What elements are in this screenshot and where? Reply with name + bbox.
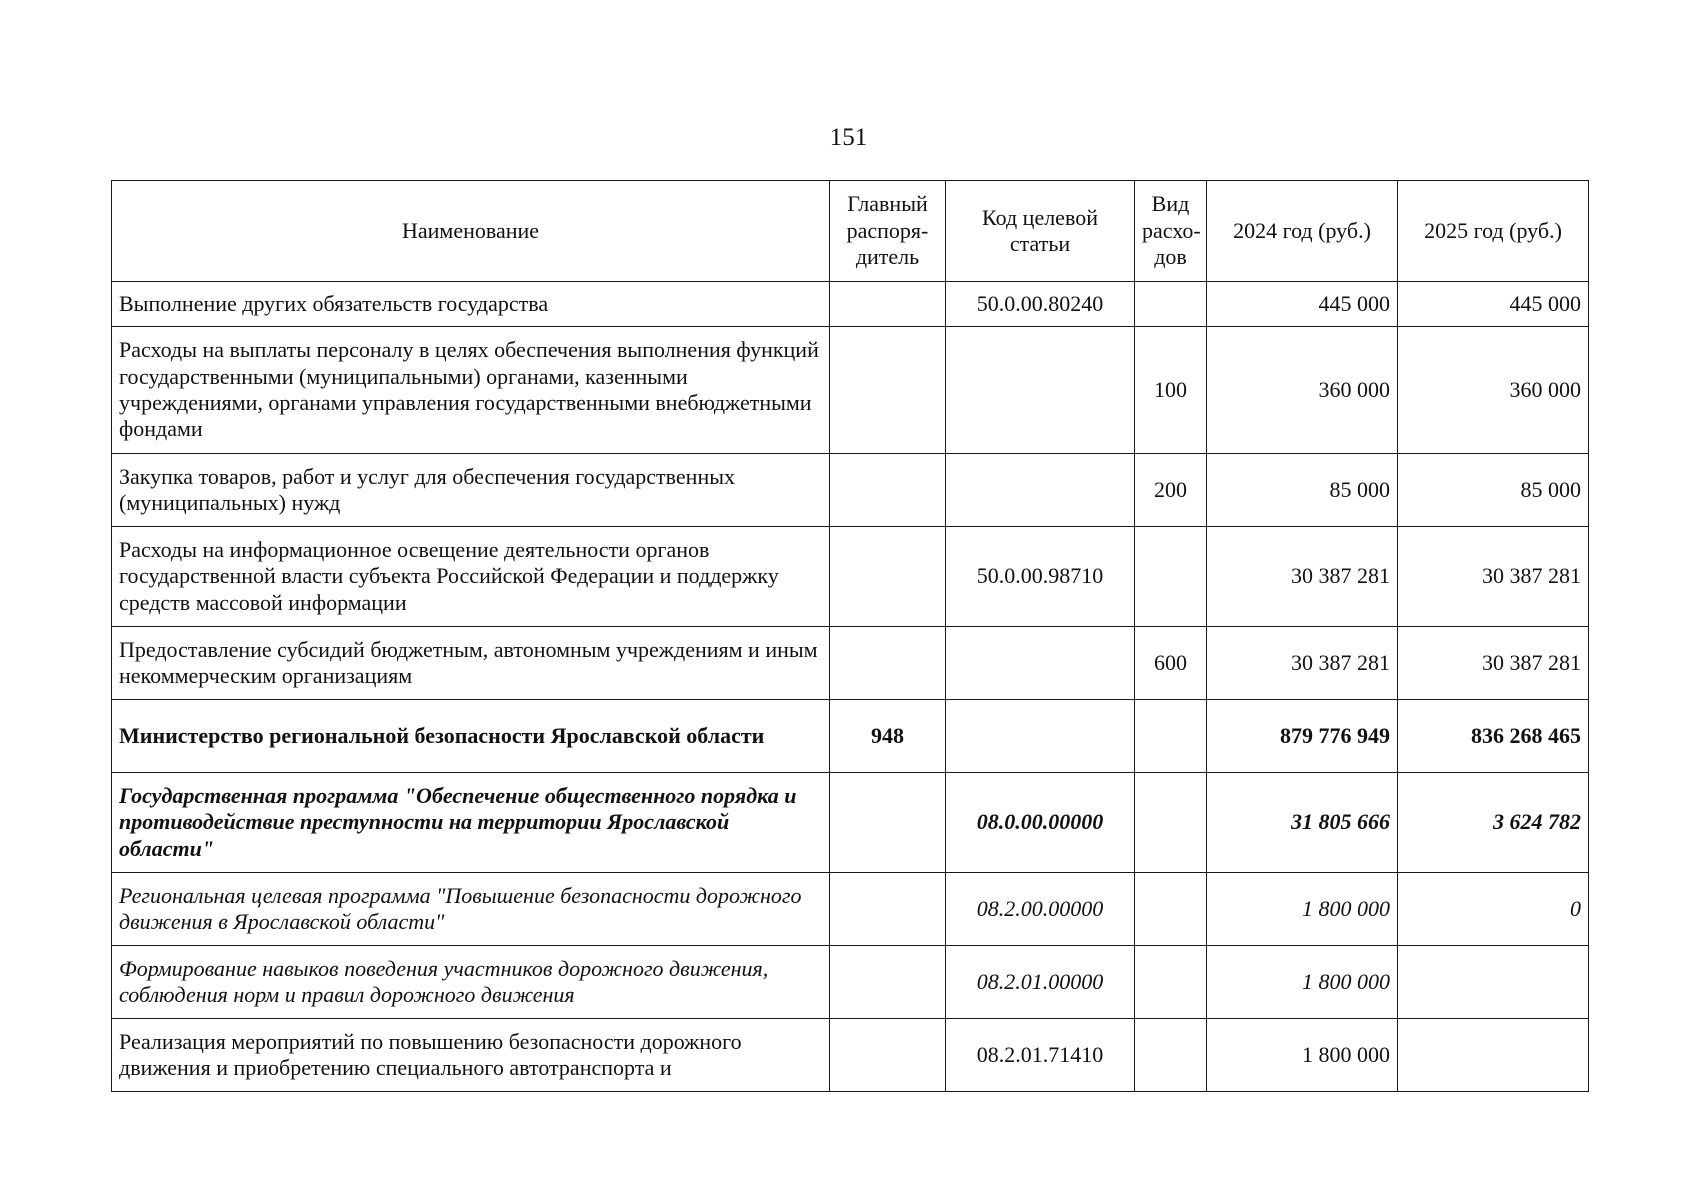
header-name: Наименование xyxy=(112,181,830,282)
row-chief xyxy=(830,873,946,946)
row-type: 600 xyxy=(1135,627,1207,700)
table-row xyxy=(112,627,1589,700)
row-name: Министерство региональной безопасности Ярославской области xyxy=(112,700,830,773)
row-2025 xyxy=(1398,1019,1589,1092)
row-2025: 360 000 xyxy=(1398,327,1589,454)
header-expense-type: Вид расхо-дов xyxy=(1135,181,1207,282)
row-code: 50.0.00.98710 xyxy=(946,527,1135,627)
table-row xyxy=(112,454,1589,527)
table-row xyxy=(112,327,1589,454)
header-year-2025: 2025 год (руб.) xyxy=(1398,181,1589,282)
row-chief xyxy=(830,627,946,700)
row-2024: 85 000 xyxy=(1207,454,1398,527)
row-chief xyxy=(830,282,946,327)
row-type xyxy=(1135,773,1207,873)
row-code: 08.0.00.00000 xyxy=(946,773,1135,873)
table-row xyxy=(112,946,1589,1019)
row-name: Закупка товаров, работ и услуг для обеспечения государственных (муниципальных) нужд xyxy=(112,454,830,527)
row-name: Региональная целевая программа "Повышение безопасности дорожного движения в Ярославской области" xyxy=(112,873,830,946)
row-chief: 948 xyxy=(830,700,946,773)
row-name: Расходы на выплаты персоналу в целях обеспечения выполнения функций государственными (муниципальными) органами, казенными учреждениями, органами управления государственными внебюджетными фондами xyxy=(112,327,830,454)
row-chief xyxy=(830,1019,946,1092)
budget-table xyxy=(111,180,1589,1092)
row-2025: 0 xyxy=(1398,873,1589,946)
table-row xyxy=(112,700,1589,773)
row-2024: 30 387 281 xyxy=(1207,527,1398,627)
row-type: 100 xyxy=(1135,327,1207,454)
row-code xyxy=(946,327,1135,454)
row-2024: 31 805 666 xyxy=(1207,773,1398,873)
row-name: Выполнение других обязательств государства xyxy=(112,282,830,327)
row-code xyxy=(946,700,1135,773)
table-row xyxy=(112,527,1589,627)
row-chief xyxy=(830,946,946,1019)
table-row xyxy=(112,1019,1589,1092)
row-name: Предоставление субсидий бюджетным, автономным учреждениям и иным некоммерческим организациям xyxy=(112,627,830,700)
row-chief xyxy=(830,454,946,527)
row-type xyxy=(1135,700,1207,773)
row-2025: 30 387 281 xyxy=(1398,627,1589,700)
row-code: 08.2.01.00000 xyxy=(946,946,1135,1019)
row-type: 200 xyxy=(1135,454,1207,527)
row-code: 08.2.01.71410 xyxy=(946,1019,1135,1092)
row-chief xyxy=(830,527,946,627)
row-2024: 879 776 949 xyxy=(1207,700,1398,773)
row-chief xyxy=(830,327,946,454)
header-chief-manager: Главный распоря-дитель xyxy=(830,181,946,282)
row-type xyxy=(1135,1019,1207,1092)
row-2024: 1 800 000 xyxy=(1207,946,1398,1019)
row-code xyxy=(946,627,1135,700)
row-name: Расходы на информационное освещение деятельности органов государственной власти субъекта Российской Федерации и поддержку средств массовой информации xyxy=(112,527,830,627)
row-2024: 360 000 xyxy=(1207,327,1398,454)
table-row xyxy=(112,873,1589,946)
row-2024: 30 387 281 xyxy=(1207,627,1398,700)
row-type xyxy=(1135,282,1207,327)
row-code: 08.2.00.00000 xyxy=(946,873,1135,946)
row-chief xyxy=(830,773,946,873)
row-code xyxy=(946,454,1135,527)
header-year-2024: 2024 год (руб.) xyxy=(1207,181,1398,282)
row-2025: 836 268 465 xyxy=(1398,700,1589,773)
row-name: Государственная программа "Обеспечение общественного порядка и противодействие преступности на территории Ярославской области" xyxy=(112,773,830,873)
row-2025: 85 000 xyxy=(1398,454,1589,527)
row-2024: 1 800 000 xyxy=(1207,1019,1398,1092)
page-number: 151 xyxy=(829,124,868,151)
row-2025: 3 624 782 xyxy=(1398,773,1589,873)
row-type xyxy=(1135,946,1207,1019)
row-name: Формирование навыков поведения участников дорожного движения, соблюдения норм и правил дорожного движения xyxy=(112,946,830,1019)
header-row xyxy=(112,181,1589,282)
row-2025 xyxy=(1398,946,1589,1019)
row-type xyxy=(1135,873,1207,946)
table-row xyxy=(112,282,1589,327)
table-row xyxy=(112,773,1589,873)
row-name: Реализация мероприятий по повышению безопасности дорожного движения и приобретению специального автотранспорта и xyxy=(112,1019,830,1092)
row-2025: 30 387 281 xyxy=(1398,527,1589,627)
row-type xyxy=(1135,527,1207,627)
row-2024: 445 000 xyxy=(1207,282,1398,327)
header-target-code: Код целевой статьи xyxy=(946,181,1135,282)
row-code: 50.0.00.80240 xyxy=(946,282,1135,327)
row-2025: 445 000 xyxy=(1398,282,1589,327)
row-2024: 1 800 000 xyxy=(1207,873,1398,946)
